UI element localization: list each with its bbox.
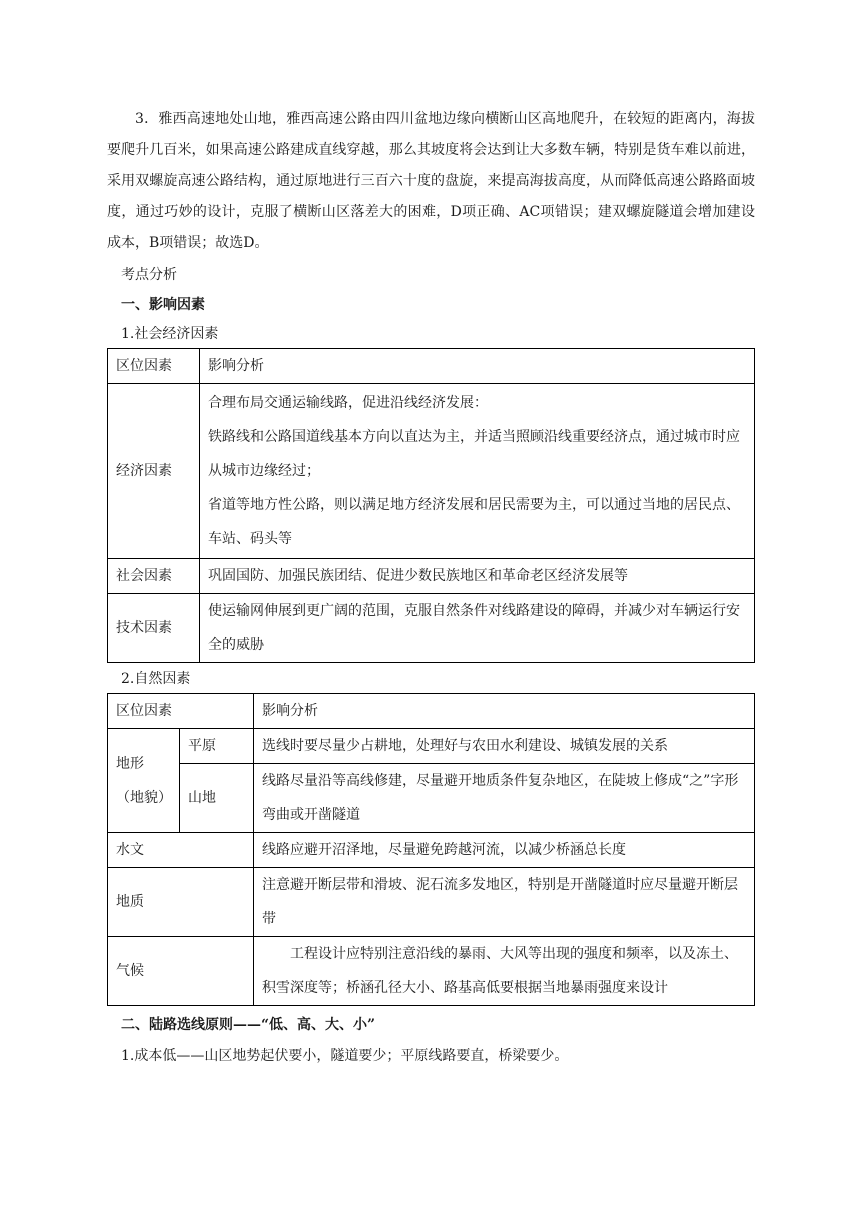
analysis-cell: 工程设计应特别注意沿线的暴雨、大风等出现的强度和频率，以及冻土、积雪深度等；桥涵孔径大小、路基高低要根据当地暴雨强度来设计 <box>254 937 755 1006</box>
analysis-cell <box>200 384 755 559</box>
table-row <box>108 594 755 663</box>
answer-paragraph: 3．雅西高速地处山地，雅西高速公路由四川盆地边缘向横断山区高地爬升，在较短的距离内，海拔要爬升几百米，如果高速公路建成直线穿越，那么其坡度将会达到让大多数车辆，特别是货车难以前进，采用双螺旋高速公路结构，通过原地进行三百六十度的盘旋，来提高海拔高度，从而降低高速公路路面坡度，通过巧妙的设计，克服了横断山区落差大的困难，D项正确、AC项错误；建双螺旋隧道会增加建设成本，B项错误；故选D。 <box>107 111 755 251</box>
table-row <box>108 384 755 559</box>
factor-cell: 社会因素 <box>108 559 200 594</box>
analysis-cell: 使运输网伸展到更广阔的范围，克服自然条件对线路建设的障碍，并减少对车辆运行安全的威胁 <box>200 594 755 663</box>
table-row <box>108 833 755 868</box>
table-row <box>108 937 755 1006</box>
mountain-cell: 山地 <box>180 764 254 833</box>
document-content <box>107 104 755 1068</box>
analysis-cell: 线路尽量沿等高线修建，尽量避开地质条件复杂地区，在陡坡上修成“之”字形弯曲或开凿隧道 <box>254 764 755 833</box>
table-header-cell: 区位因素 <box>108 694 254 729</box>
subheading-socioeconomic: 1.社会经济因素 <box>121 326 219 342</box>
hydrology-cell: 水文 <box>108 833 254 868</box>
socioeconomic-table <box>107 348 755 663</box>
analysis-cell: 线路应避开沼泽地，尽量避免跨越河流，以减少桥涵总长度 <box>254 833 755 868</box>
table-header-cell: 影响分析 <box>200 349 755 384</box>
analysis-cell: 巩固国防、加强民族团结、促进少数民族地区和革命老区经济发展等 <box>200 559 755 594</box>
table-row <box>108 868 755 937</box>
plain-cell: 平原 <box>180 729 254 764</box>
heading-route-principles: 二、陆路选线原则——“低、高、大、小” <box>121 1017 376 1033</box>
analysis-line: 省道等地方性公路，则以满足地方经济发展和居民需要为主，可以通过当地的居民点、车站、码头等 <box>208 497 740 547</box>
analysis-cell: 注意避开断层带和滑坡、泥石流多发地区，特别是开凿隧道时应尽量避开断层带 <box>254 868 755 937</box>
analysis-line: 合理布局交通运输线路，促进沿线经济发展： <box>208 395 488 411</box>
climate-cell: 气候 <box>108 937 254 1006</box>
table-header-cell: 影响分析 <box>254 694 755 729</box>
table-header-row <box>108 349 755 384</box>
natural-factors-table <box>107 693 755 1006</box>
section-label: 考点分析 <box>121 267 177 283</box>
geology-cell: 地质 <box>108 868 254 937</box>
table-row <box>108 559 755 594</box>
subheading-natural: 2.自然因素 <box>121 671 191 687</box>
factor-cell: 技术因素 <box>108 594 200 663</box>
analysis-line: 铁路线和公路国道线基本方向以直达为主，并适当照顾沿线重要经济点，通过城市时应从城市边缘经过； <box>208 429 740 479</box>
table-header-cell: 区位因素 <box>108 349 200 384</box>
table-row <box>108 764 755 833</box>
analysis-cell: 选线时要尽量少占耕地，处理好与农田水利建设、城镇发展的关系 <box>254 729 755 764</box>
heading-influence-factors: 一、影响因素 <box>121 297 205 313</box>
principle-low-cost: 1.成本低——山区地势起伏要小，隧道要少；平原线路要直，桥梁要少。 <box>121 1048 569 1064</box>
factor-cell: 经济因素 <box>108 384 200 559</box>
table-header-row <box>108 694 755 729</box>
terrain-cell: 地形（地貌） <box>108 729 180 833</box>
table-row <box>108 729 755 764</box>
